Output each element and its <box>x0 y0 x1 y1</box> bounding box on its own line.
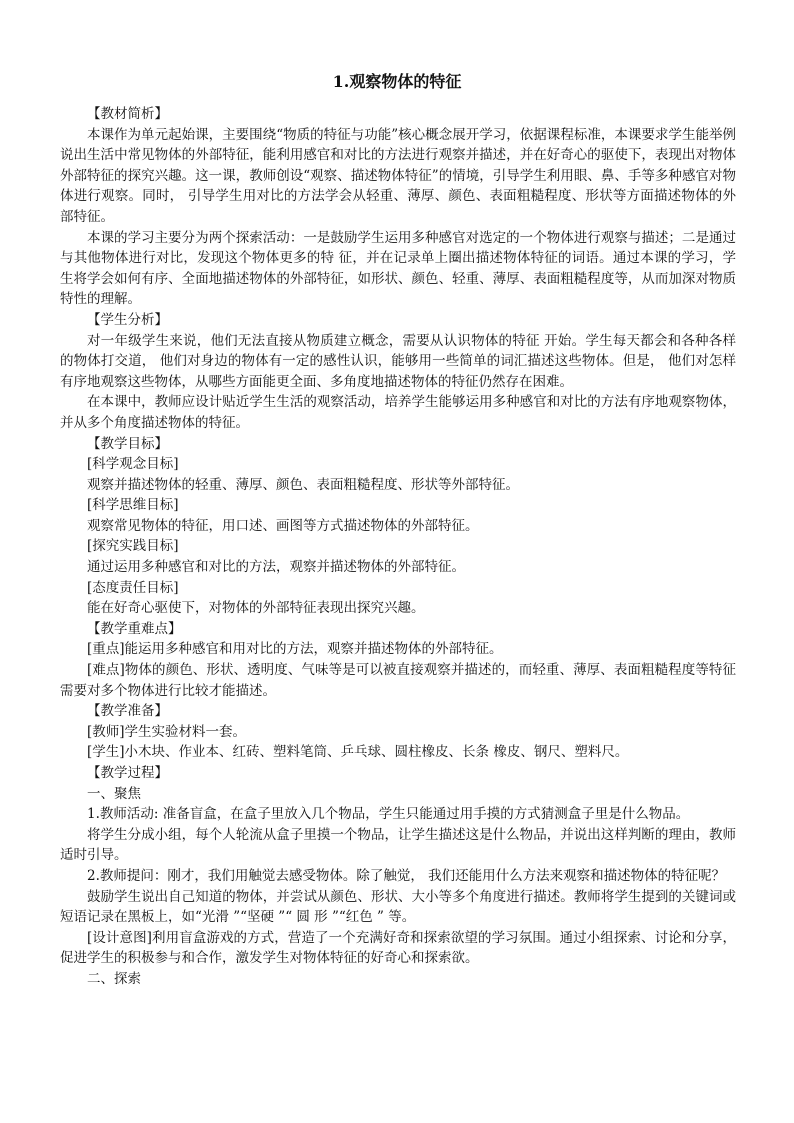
document-body <box>60 104 736 990</box>
section-heading: 【教学准备】 <box>87 703 168 720</box>
paragraph: 本课作为单元起始课，主要围绕“物质的特征与功能”核心概念展开学习，依据课程标准，本课要求学生能举例说出生活中常见物体的外部特征，能利用感官和对比的方法进行观察并描述，并在好奇心的驱使下，表现出对物体外部特征的探究兴趣。这一课，教师创设“观察、描述物体特征”的情境，引导学生利用眼、鼻、手等多种感官对物体进行观察。同时， 引导学生用对比的方法学会从轻重、薄厚、颜色、表面粗糙程度、形状等方面描述物体的外部特征。 <box>60 126 736 225</box>
paragraph: [教师]学生实验材料一套。 <box>87 723 247 740</box>
section-heading: 【教学目标】 <box>87 435 168 452</box>
subsection-line: 通过运用多种感官和对比的方法，观察并描述物体的外部特征。 <box>87 559 465 576</box>
subsection-line: [探究实践目标] <box>87 538 179 555</box>
paragraph: [难点]物体的颜色、形状、透明度、气味等是可以被直接观察并描述的，而轻重、薄厚、表面粗糙程度等特征需要对多个物体进行比较才能描述。 <box>60 662 736 699</box>
section-heading: 【学生分析】 <box>87 311 168 328</box>
paragraph: 本课的学习主要分为两个探索活动：一是鼓励学生运用多种感官对选定的一个物体进行观察与描述；二是通过与其他物体进行对比，发现这个物体更多的特 征，并在记录单上圈出描述物体特征的词语。通过本课的学习，学生将学会如何有序、全面地描述物体的外部特征，如形状、颜色、轻重、薄厚、表面粗糙程度等，从而加深对物质特性的理解。 <box>60 229 736 308</box>
paragraph: [设计意图]利用盲盒游戏的方式，营造了一个充满好奇和探索欲望的学习氛围。通过小组探索、讨论和分享， 促进学生的积极参与和合作，激发学生对物体特征的好奇心和探索欲。 <box>60 929 736 967</box>
paragraph: 2.教师提问：刚才，我们用触觉去感受物体。除了触觉， 我们还能用什么方法来观察和描述物体的特征呢？ <box>87 867 726 884</box>
section-heading: 【教学过程】 <box>87 765 168 781</box>
subsection-line: 一、聚焦 <box>87 785 141 802</box>
section-heading: 【教学重难点】 <box>87 620 182 637</box>
subsection-line: 观察常见物体的特征，用口述、画图等方式描述物体的外部特征。 <box>87 517 479 534</box>
subsection-line: 观察并描述物体的轻重、薄厚、颜色、表面粗糙程度、形状等外部特征。 <box>87 476 519 493</box>
section-heading: 【教材简析】 <box>87 106 168 122</box>
document-title: 1.观察物体的特征 <box>332 72 462 91</box>
paragraph: [重点]能运用多种感官和用对比的方法，观察并描述物体的外部特征。 <box>87 641 503 658</box>
paragraph: 对一年级学生来说，他们无法直接从物质建立概念，需要从认识物体的特征 开始。学生每天都会和各种各样的物体打交道， 他们对身边的物体有一定的感性认识，能够用一些简单的词汇描述这些物体。但是， 他们对怎样有序地观察这些物体，从哪些方面能更全面、多角度地描述物体的特征仍然存在困难。 <box>60 332 736 390</box>
subsection-line: [科学思维目标] <box>87 497 179 514</box>
paragraph: [学生]小木块、作业本、红砖、塑料笔筒、乒乓球、圆柱橡皮、长条 橡皮、钢尺、塑料尺。 <box>87 744 629 761</box>
subsection-line: 二、探索 <box>87 970 141 987</box>
paragraph: 将学生分成小组，每个人轮流从盒子里摸一个物品，让学生描述这是什么物品，并说出这样判断的理由，教师适时引导。 <box>60 826 736 864</box>
paragraph: 鼓励学生说出自己知道的物体，并尝试从颜色、形状、大小等多个角度进行描述。教师将学生提到的关键词或短语记录在黑板上，如“光滑 ”“坚硬 ”“ 圆 形 ”“红色 ” 等。 <box>60 888 736 926</box>
subsection-line: [态度责任目标] <box>87 579 179 596</box>
paragraph: 在本课中，教师应设计贴近学生生活的观察活动，培养学生能够运用多种感官和对比的方法有序地观察物体，并从多个角度描述物体的特征。 <box>60 394 736 431</box>
subsection-line: 能在好奇心驱使下，对物体的外部特征表现出探究兴趣。 <box>87 600 425 617</box>
paragraph: 1.教师活动: 准备盲盒，在盒子里放入几个物品，学生只能通过用手摸的方式猜测盒子里是什么物品。 <box>87 806 690 823</box>
subsection-line: [科学观念目标] <box>87 456 179 473</box>
